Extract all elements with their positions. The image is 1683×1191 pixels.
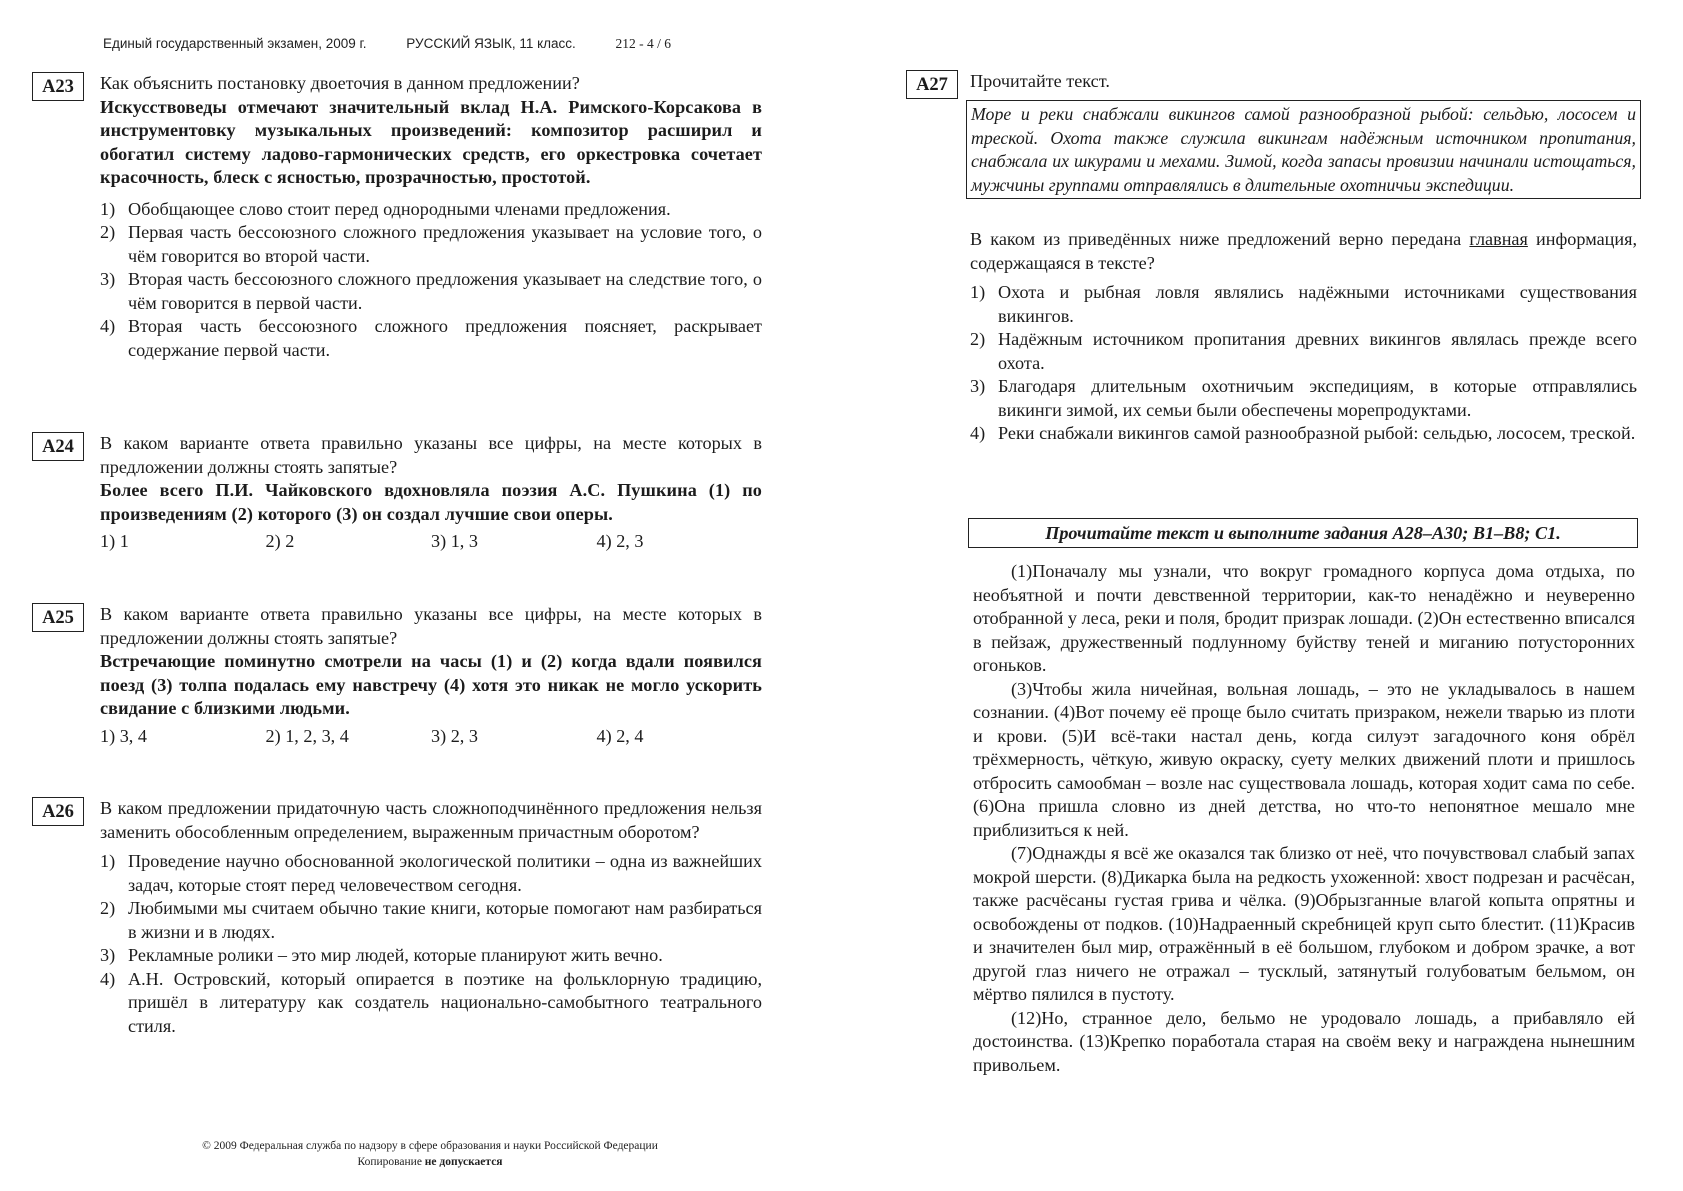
options-a26 [100,850,762,1038]
intro-a27: Прочитайте текст. [970,71,1110,91]
question-a26: В каком предложении придаточную часть сложноподчинённого предложения нельзя заменить обособленным определением, выраженным причастным оборотом? [100,798,762,842]
option-a23-4[interactable]: 4) Вторая часть бессоюзного сложного предложения поясняет, раскрывает содержание первой части. [100,316,762,360]
option-a25-2[interactable]: 2) 1, 2, 3, 4 [265,725,349,746]
reading-paragraph: (3)Чтобы жила ничейная, вольная лошадь, – это не укладывалось в нашем сознании. (4)Вот почему её проще было считать призраком, нежели тварью из плоти и крови. (5)И всё-таки настал день, когда силуэт загадочного коня обрёл трёхмерность, чёткую, живую окраску, суету мелких движений плоти и пришлось отбросить самообман – возле нас существовала лошадь, которая ходит сама по себе. (6)Она пришла словно из дней детства, но что-то непонятное мешало мне приблизиться к ней. [973,678,1635,840]
task-body-a27 [970,70,1641,94]
option-a25-3[interactable]: 3) 2, 3 [431,725,478,746]
task-body-a23 [100,72,762,362]
page-header [103,36,707,52]
option-a25-4[interactable]: 4) 2, 4 [596,725,644,746]
task-number-a24: А24 [32,432,84,461]
sentence-a23: Искусствоведы отмечают значительный вклад Н.А. Римского-Корсакова в инструментовку музыкальных произведений: композитор расширил и обогатил систему ладово-гармонических средств, его оркестровка сочетает красочность, блеск с ясностью, прозрачностью, простотой. [100,96,762,187]
options-a23 [100,198,762,363]
options-a25 [100,725,762,749]
question-a24: В каком варианте ответа правильно указаны все цифры, на месте которых в предложении должны стоять запятые? [100,433,762,477]
task-number-a25: А25 [32,603,84,632]
copyright-footer [165,1138,695,1170]
sentence-a24: Более всего П.И. Чайковского вдохновляла поэзия А.С. Пушкина (1) по произведениям (2) которого (3) он создал лучшие свои оперы. [100,480,762,524]
question-a25: В каком варианте ответа правильно указаны все цифры, на месте которых в предложении должны стоять запятые? [100,604,762,648]
option-a27-3[interactable]: 3) Благодаря длительным охотничьим экспедициям, в которые отправлялись викинги зимой, их семьи были обеспечены морепродуктами. [970,376,1637,420]
copyright-line: © 2009 Федеральная служба по надзору в сфере образования и науки Российской Федерации [202,1140,658,1152]
task-number-a23: А23 [32,72,84,101]
option-a26-3[interactable]: 3) Рекламные ролики – это мир людей, которые планируют жить вечно. [100,945,663,965]
option-a24-4[interactable]: 4) 2, 3 [596,531,644,551]
option-a23-2[interactable]: 2) Первая часть бессоюзного сложного предложения указывает на условие того, о чём говорится во второй части. [100,222,762,266]
question-a23: Как объяснить постановку двоеточия в данном предложении? [100,73,580,93]
task-number-a27: А27 [906,70,958,99]
task-body-a25 [100,603,762,748]
question-block-a27 [970,228,1637,446]
option-a24-2[interactable]: 2) 2 [265,531,295,551]
copy-notice: Копирование не допускается [357,1156,503,1168]
task-body-a24 [100,432,762,554]
option-a26-4[interactable]: 4) А.Н. Островский, который опирается в поэтике на фольклорную традицию, пришёл в литературу как создатель национально-самобытного театрального стиля. [100,968,762,1036]
text-box-a27: Море и реки снабжали викингов самой разнообразной рыбой: сельдью, лососем и треской. Охота также служила викингам надёжным источником пропитания, снабжала их шкурами и мехами. Зимой, когда запасы провизии начинали истощаться, мужчины группами отправлялись в длительные охотничьи экспедиции. [966,100,1641,199]
option-a25-1[interactable]: 1) 3, 4 [100,725,147,746]
option-a27-4[interactable]: 4) Реки снабжали викингов самой разнообразной рыбой: сельдью, лососем, треской. [970,423,1636,443]
reading-text [973,560,1635,1077]
task-body-a26 [100,797,762,1038]
options-a24 [100,530,762,554]
task-number-a26: А26 [32,797,84,826]
option-a23-3[interactable]: 3) Вторая часть бессоюзного сложного предложения указывает на следствие того, о чём говорится в первой части. [100,269,762,313]
option-a23-1[interactable]: 1) Обобщающее слово стоит перед однородными членами предложения. [100,198,671,219]
question-a27: В каком из приведённых ниже предложений верно передана главная информация, содержащаяся в тексте? [970,229,1638,273]
reading-paragraph: (1)Поначалу мы узнали, что вокруг громадного корпуса дома отдыха, по необъятной и почти девственной территории, как-то ненадёжно и неуверенно отобранной у леса, реки и поля, бродит призрак лошади. (2)Он естественно вписался в пейзаж, дружественный подлунному буйству теней и миганию потусторонних огоньков. [973,561,1635,675]
option-a24-1[interactable]: 1) 1 [100,531,129,551]
reading-banner: Прочитайте текст и выполните задания А28–А30; В1–В8; С1. [968,518,1638,548]
reading-paragraph: (7)Однажды я всё же оказался так близко от неё, что почувствовал слабый запах мокрой шерсти. (8)Дикарка была на редкость ухоженной: хвост подрезан и расчёсан, также расчёсаны густая грива и чёлка. (9)Обрызганные влагой копыта опрятны и освобождены от подков. (10)Надраенный скребницей круп сыто блестит. (11)Красив и значителен был мир, отражённый в её большом, глубоком и добром зрачке, а вот другой глаз ничего не отражал – тусклый, затянутый голубоватым бельмом, он мёртво пялился в пустоту. [973,843,1635,1004]
options-a27 [970,281,1637,446]
option-a27-1[interactable]: 1) Охота и рыбная ловля являлись надёжными источниками существования викингов. [970,282,1637,326]
header-subject: РУССКИЙ ЯЗЫК, 11 класс. [406,36,576,51]
header-exam: Единый государственный экзамен, 2009 г. [103,36,367,51]
option-a26-2[interactable]: 2) Любимыми мы считаем обычно такие книги, которые помогают нам разбираться в жизни и в людях. [100,898,762,942]
option-a24-3[interactable]: 3) 1, 3 [431,531,478,551]
header-code: 212 - 4 / 6 [615,36,672,51]
sentence-a25: Встречающие поминутно смотрели на часы (1) и (2) когда вдали появился поезд (3) толпа подалась ему навстречу (4) хотя это никак не могло ускорить свидание с близкими людьми. [100,651,762,718]
option-a27-2[interactable]: 2) Надёжным источником пропитания древних викингов являлась прежде всего охота. [970,329,1637,373]
reading-paragraph: (12)Но, странное дело, бельмо не уродовало лошадь, а прибавляло ей достоинства. (13)Крепко поработала старая на своём веку и награждена нынешним привольем. [973,1007,1635,1075]
option-a26-1[interactable]: 1) Проведение научно обоснованной экологической политики – одна из важнейших задач, которые стоят перед человечеством сегодня. [100,851,762,895]
